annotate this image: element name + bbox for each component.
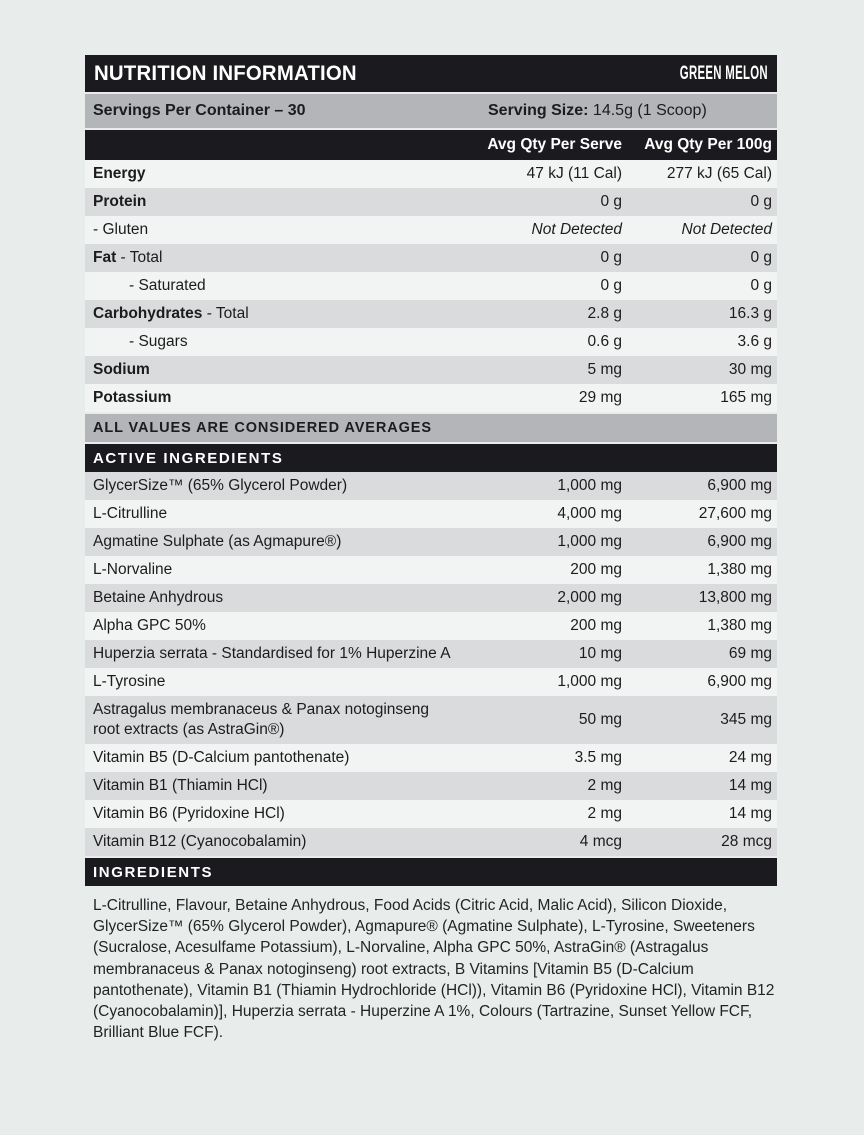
value-per-100g: 30 mg — [728, 361, 772, 378]
table-row — [85, 528, 777, 556]
serving-size-label: Serving Size: — [488, 102, 589, 119]
serving-info-band — [85, 94, 777, 128]
value-per-serve: 0 g — [600, 193, 622, 210]
row-label: - Sugars — [129, 333, 188, 350]
table-row — [85, 500, 777, 528]
value-per-100g: 27,600 mg — [698, 505, 772, 522]
value-per-100g: 28 mcg — [721, 833, 772, 851]
value-per-serve: 200 mg — [570, 561, 622, 578]
nutrition-panel — [85, 55, 777, 1043]
row-label: Sodium — [93, 361, 150, 378]
value-per-100g: 3.6 g — [737, 333, 772, 350]
value-per-100g: 6,900 mg — [707, 673, 772, 690]
value-per-serve: 4,000 mg — [557, 505, 622, 522]
row-label: L-Norvaline — [93, 561, 173, 578]
row-label: Alpha GPC 50% — [93, 617, 206, 634]
value-per-serve: 2 mg — [587, 805, 622, 823]
row-label: Vitamin B6 (Pyridoxine HCl) — [93, 805, 285, 823]
row-label: Vitamin B1 (Thiamin HCl) — [93, 777, 268, 795]
value-per-serve: 200 mg — [570, 617, 622, 634]
value-per-serve: 2 mg — [587, 777, 622, 795]
table-row — [85, 472, 777, 500]
serving-size-value: 14.5g (1 Scoop) — [588, 102, 707, 119]
row-label: Energy — [93, 165, 146, 182]
value-per-100g: 13,800 mg — [698, 589, 772, 606]
row-label: L-Citrulline — [93, 505, 168, 522]
value-per-serve: 10 mg — [578, 645, 622, 662]
flavour-name: GREEN MELON — [679, 62, 768, 84]
row-label: Fat - Total — [93, 249, 163, 266]
value-per-serve: 1,000 mg — [557, 533, 622, 550]
value-per-100g: 16.3 g — [728, 305, 772, 322]
row-label: Vitamin B12 (Cyanocobalamin) — [93, 833, 307, 851]
row-label: Potassium — [93, 389, 172, 406]
table-row — [85, 300, 777, 328]
value-per-serve: 0.6 g — [587, 333, 622, 350]
row-label: Vitamin B5 (D-Calcium pantothenate) — [93, 749, 350, 767]
servings-per-container: Servings Per Container – 30 — [93, 102, 306, 119]
value-per-serve: 50 mg — [578, 711, 622, 729]
column-per-serve: Avg Qty Per Serve — [487, 136, 622, 153]
table-row — [85, 772, 777, 800]
table-row — [85, 744, 777, 772]
table-row — [85, 328, 777, 356]
table-row — [85, 828, 777, 856]
value-per-serve: 2,000 mg — [557, 589, 622, 606]
table-row — [85, 640, 777, 668]
value-per-100g: 14 mg — [728, 777, 772, 795]
row-label: Huperzia serrata - Standardised for 1% Huperzine A — [93, 645, 451, 662]
row-label: Protein — [93, 193, 147, 210]
value-per-100g: 24 mg — [728, 749, 772, 767]
table-row — [85, 244, 777, 272]
value-per-100g: Not Detected — [681, 221, 772, 238]
row-label: Betaine Anhydrous — [93, 589, 224, 606]
value-per-serve: 1,000 mg — [557, 477, 622, 494]
active-ingredients-header: ACTIVE INGREDIENTS — [85, 444, 777, 472]
table-row — [85, 696, 777, 744]
table-row — [85, 556, 777, 584]
averages-note: ALL VALUES ARE CONSIDERED AVERAGES — [85, 414, 777, 442]
table-row — [85, 800, 777, 828]
table-row — [85, 272, 777, 300]
value-per-100g: 6,900 mg — [707, 533, 772, 550]
table-row — [85, 356, 777, 384]
table-row — [85, 612, 777, 640]
value-per-100g: 277 kJ (65 Cal) — [666, 165, 772, 182]
value-per-100g: 0 g — [750, 193, 772, 210]
table-row — [85, 668, 777, 696]
row-label: GlycerSize™ (65% Glycerol Powder) — [93, 477, 348, 494]
value-per-100g: 6,900 mg — [707, 477, 772, 494]
row-label: - Gluten — [93, 221, 149, 238]
value-per-serve: 1,000 mg — [557, 673, 622, 690]
value-per-100g: 165 mg — [720, 389, 772, 406]
row-label: Agmatine Sulphate (as Agmapure®) — [93, 533, 342, 550]
title-bar — [85, 55, 777, 92]
serving-size — [488, 102, 707, 120]
ingredients-paragraph: L-Citrulline, Flavour, Betaine Anhydrous, Food Acids (Citric Acid, Malic Acid), Silicon Dioxide, GlycerSize™ (65% Glycerol Powder), Agmapure® (Agmatine Sulphate), L-Tyrosine, Sweeteners (Sucralose, Acesulfame Potassium), L-Norvaline, Alpha GPC 50%, AstraGin® (Astragalus membranaceus & Panax notoginseng) root extracts, B Vitamins [Vitamin B5 (D-Calcium pantothenate), Vitamin B1 (Thiamin Hydrochloride (HCl)), Vitamin B6 (Pyridoxine HCl), Vitamin B12 (Cyanocobalamin)], Huperzia serrata - Huperzine A 1%, Colours (Tartrazine, Sunset Yellow FCF, Brilliant Blue FCF). — [93, 897, 775, 1041]
value-per-serve: 47 kJ (11 Cal) — [526, 165, 622, 182]
value-per-serve: 29 mg — [578, 389, 622, 406]
value-per-100g: 69 mg — [728, 645, 772, 662]
row-label: Astragalus membranaceus & Panax notoginseng root extracts (as AstraGin®) — [93, 701, 430, 739]
value-per-100g: 0 g — [750, 249, 772, 266]
value-per-serve: 3.5 mg — [574, 749, 622, 767]
table-row — [85, 160, 777, 188]
row-label: L-Tyrosine — [93, 673, 166, 690]
panel-title: NUTRITION INFORMATION — [94, 61, 357, 85]
value-per-serve: 0 g — [600, 277, 622, 294]
value-per-100g: 345 mg — [720, 711, 772, 729]
value-per-serve: 4 mcg — [579, 833, 622, 851]
row-label: - Saturated — [129, 277, 206, 294]
value-per-100g: 1,380 mg — [707, 561, 772, 578]
table-row — [85, 384, 777, 412]
column-per-100g: Avg Qty Per 100g — [644, 136, 772, 153]
column-header-row — [85, 130, 777, 160]
row-label: Carbohydrates - Total — [93, 305, 249, 322]
value-per-100g: 14 mg — [728, 805, 772, 823]
table-row — [85, 188, 777, 216]
table-row — [85, 216, 777, 244]
value-per-serve: 5 mg — [587, 361, 622, 378]
value-per-100g: 1,380 mg — [707, 617, 772, 634]
value-per-serve: Not Detected — [531, 221, 622, 238]
value-per-100g: 0 g — [750, 277, 772, 294]
value-per-serve: 2.8 g — [587, 305, 622, 322]
value-per-serve: 0 g — [600, 249, 622, 266]
ingredients-header: INGREDIENTS — [85, 858, 777, 886]
table-row — [85, 584, 777, 612]
